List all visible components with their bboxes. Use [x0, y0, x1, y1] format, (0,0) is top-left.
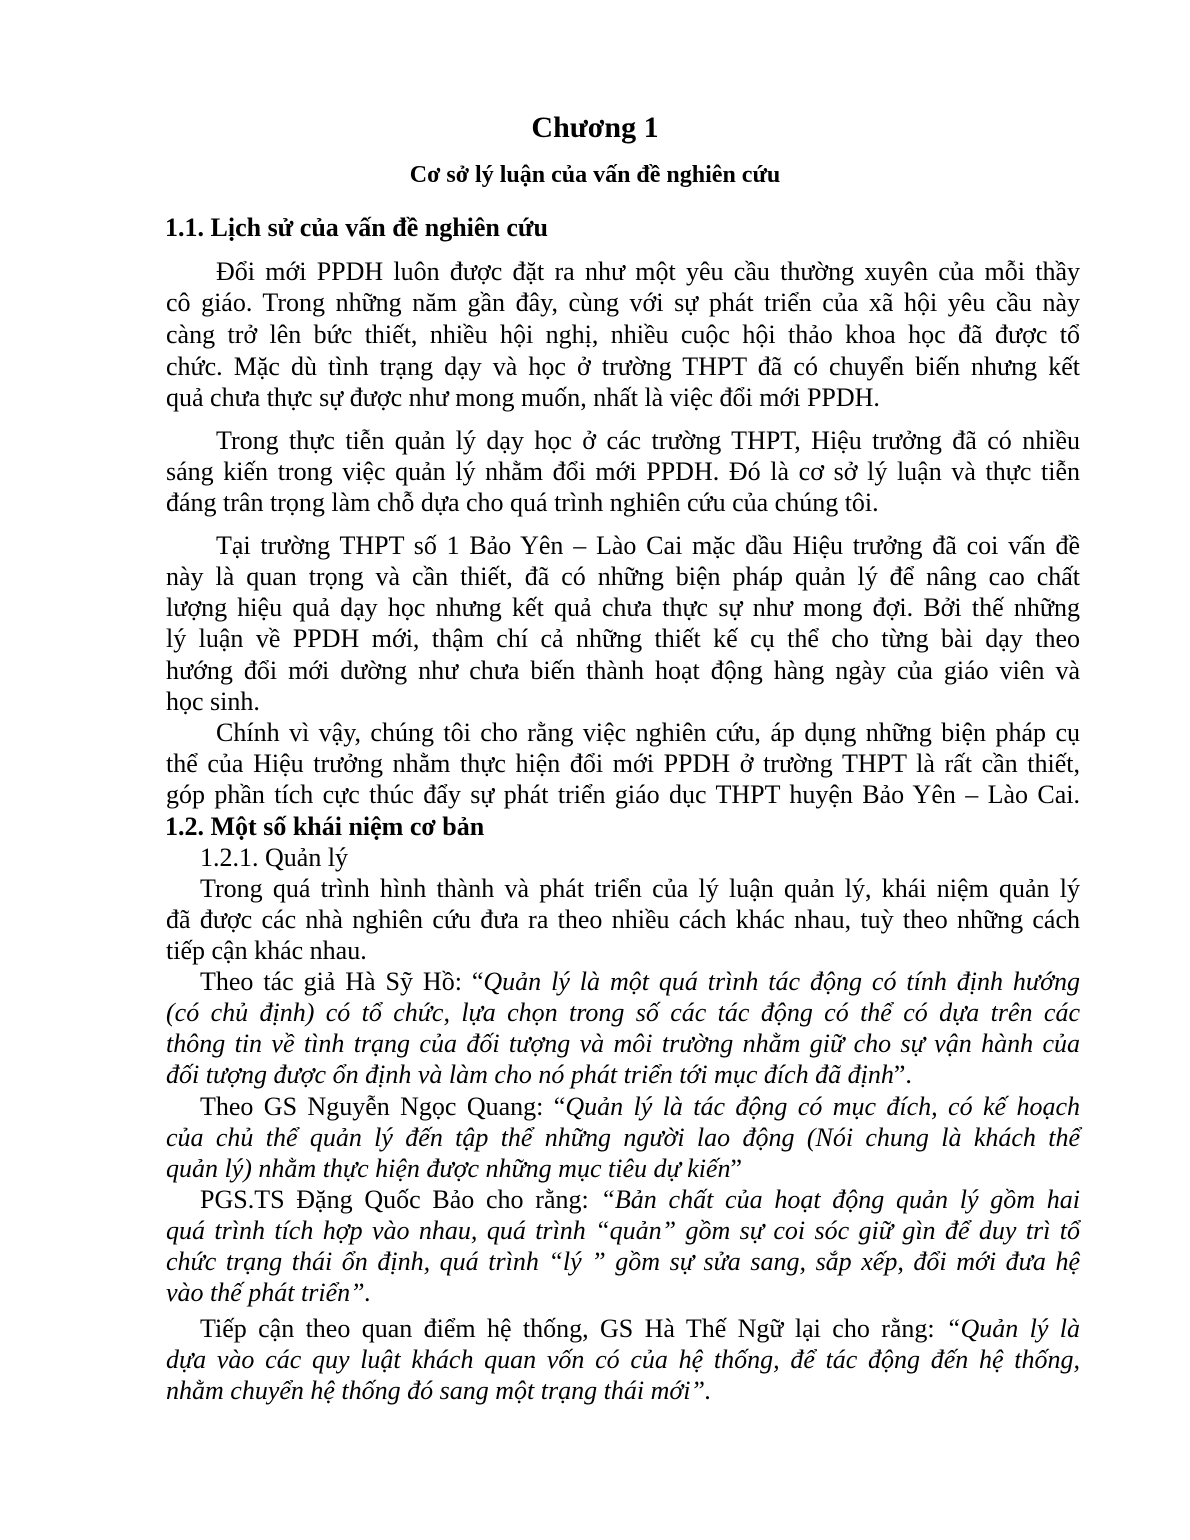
paragraph-line: chức. Mặc dù tình trạng dạy và học ở trường THPT đã có chuyển biến nhưng kết: [166, 352, 1080, 381]
paragraph-line: cô giáo. Trong những năm gần đây, cùng với sự phát triển của xã hội yêu cầu này: [166, 288, 1080, 317]
quote-attribution: PGS.TS Đặng Quốc Bảo cho rằng:: [200, 1185, 601, 1214]
quote-line: [200, 967, 1080, 997]
quote-text: “Bản chất của hoạt động quản lý gồm hai: [600, 1185, 1080, 1214]
quote-attribution: Theo GS Nguyễn Ngọc Quang: “: [200, 1092, 566, 1121]
paragraph-line: quả chưa thực sự được như mong muốn, nhất là việc đổi mới PPDH.: [166, 383, 880, 412]
paragraph-line: sáng kiến trong việc quản lý nhằm đổi mới PPDH. Đó là cơ sở lý luận và thực tiễn: [166, 457, 1080, 486]
quote-line: thông tin về tình trạng của đối tượng và môi trường nhằm giữ cho sự vận hành của: [166, 1029, 1080, 1058]
quote-line: vào thế phát triển”.: [166, 1278, 372, 1307]
paragraph-line: Trong thực tiễn quản lý dạy học ở các trường THPT, Hiệu trưởng đã có nhiều: [216, 426, 1080, 455]
quote-close: ”: [730, 1154, 743, 1183]
quote-attribution: Tiếp cận theo quan điểm hệ thống, GS Hà Thế Ngữ lại cho rằng:: [200, 1314, 946, 1343]
quote-text: Quản lý là tác động có mục đích, có kế hoạch: [565, 1092, 1080, 1121]
subsection-heading-1-2-1: 1.2.1. Quản lý: [200, 843, 349, 872]
quote-line: chức trạng thái ổn định, quá trình “lý ” gồm sự sửa sang, sắp xếp, đổi mới đưa hệ: [166, 1247, 1080, 1276]
paragraph-line: thể của Hiệu trưởng nhằm thực hiện đổi mới PPDH ở trường THPT là rất cần thiết,: [166, 749, 1080, 778]
paragraph-line: Đổi mới PPDH luôn được đặt ra như một yêu cầu thường xuyên của mỗi thầy: [216, 257, 1080, 286]
paragraph-line: lý luận về PPDH mới, thậm chí cả những thiết kế cụ thể cho từng bài dạy theo: [166, 624, 1080, 653]
quote-line: dựa vào các quy luật khách quan vốn có của hệ thống, để tác động đến hệ thống,: [166, 1345, 1080, 1374]
paragraph-line: Tại trường THPT số 1 Bảo Yên – Lào Cai mặc dầu Hiệu trưởng đã coi vấn đề: [216, 531, 1080, 560]
quote-text: quản lý) nhằm thực hiện được những mục tiêu dự kiến: [166, 1154, 731, 1183]
section-heading-1-1: 1.1. Lịch sử của vấn đề nghiên cứu: [165, 213, 548, 242]
paragraph-line: Chính vì vậy, chúng tôi cho rằng việc nghiên cứu, áp dụng những biện pháp cụ: [216, 718, 1080, 747]
paragraph-line: hướng đổi mới dường như chưa biến thành hoạt động hàng ngày của giáo viên và: [166, 656, 1080, 685]
quote-line: [166, 1154, 1080, 1184]
paragraph-line: học sinh.: [166, 687, 260, 716]
paragraph-line: lượng hiệu quả dạy học nhưng kết quả chưa thực sự như mong đợi. Bởi thế những: [166, 593, 1080, 622]
quote-line: [200, 1185, 1080, 1215]
quote-line: [166, 1060, 1080, 1090]
chapter-title: Chương 1: [531, 111, 659, 144]
quote-close: ”.: [893, 1060, 912, 1089]
quote-line: [200, 1314, 1080, 1344]
paragraph-line: đã được các nhà nghiên cứu đưa ra theo nhiều cách khác nhau, tuỳ theo những cách: [166, 905, 1080, 934]
paragraph-line: này là quan trọng và cần thiết, đã có những biện pháp quản lý để nâng cao chất: [166, 562, 1080, 591]
paragraph-line: đáng trân trọng làm chỗ dựa cho quá trình nghiên cứu của chúng tôi.: [166, 488, 879, 517]
paragraph-line: Trong quá trình hình thành và phát triển của lý luận quản lý, khái niệm quản lý: [200, 874, 1080, 903]
section-heading-1-2: 1.2. Một số khái niệm cơ bản: [165, 812, 485, 841]
quote-line: (có chủ định) có tổ chức, lựa chọn trong số các tác động có thể có dựa trên các: [166, 998, 1080, 1027]
quote-line: của chủ thể quản lý đến tập thể những người lao động (Nói chung là khách thể: [166, 1123, 1080, 1152]
quote-line: nhằm chuyển hệ thống đó sang một trạng thái mới”.: [166, 1376, 712, 1405]
paragraph-line: tiếp cận khác nhau.: [166, 936, 367, 965]
quote-text: đối tượng được ổn định và làm cho nó phát triển tới mục đích đã định: [166, 1060, 894, 1089]
quote-text: Quản lý là một quá trình tác động có tính định hướng: [483, 967, 1080, 996]
paragraph-line: càng trở lên bức thiết, nhiều hội nghị, nhiều cuộc hội thảo khoa học đã được tổ: [166, 320, 1080, 349]
quote-attribution: Theo tác giả Hà Sỹ Hồ: “: [200, 967, 484, 996]
chapter-subtitle: Cơ sở lý luận của vấn đề nghiên cứu: [409, 162, 781, 188]
quote-line: quá trình tích hợp vào nhau, quá trình “quản” gồm sự coi sóc giữ gìn để duy trì tổ: [166, 1216, 1080, 1245]
quote-text: “Quản lý là: [946, 1314, 1080, 1343]
quote-line: [200, 1092, 1080, 1122]
paragraph-line: góp phần tích cực thúc đẩy sự phát triển giáo dục THPT huyện Bảo Yên – Lào Cai.: [166, 780, 1080, 809]
